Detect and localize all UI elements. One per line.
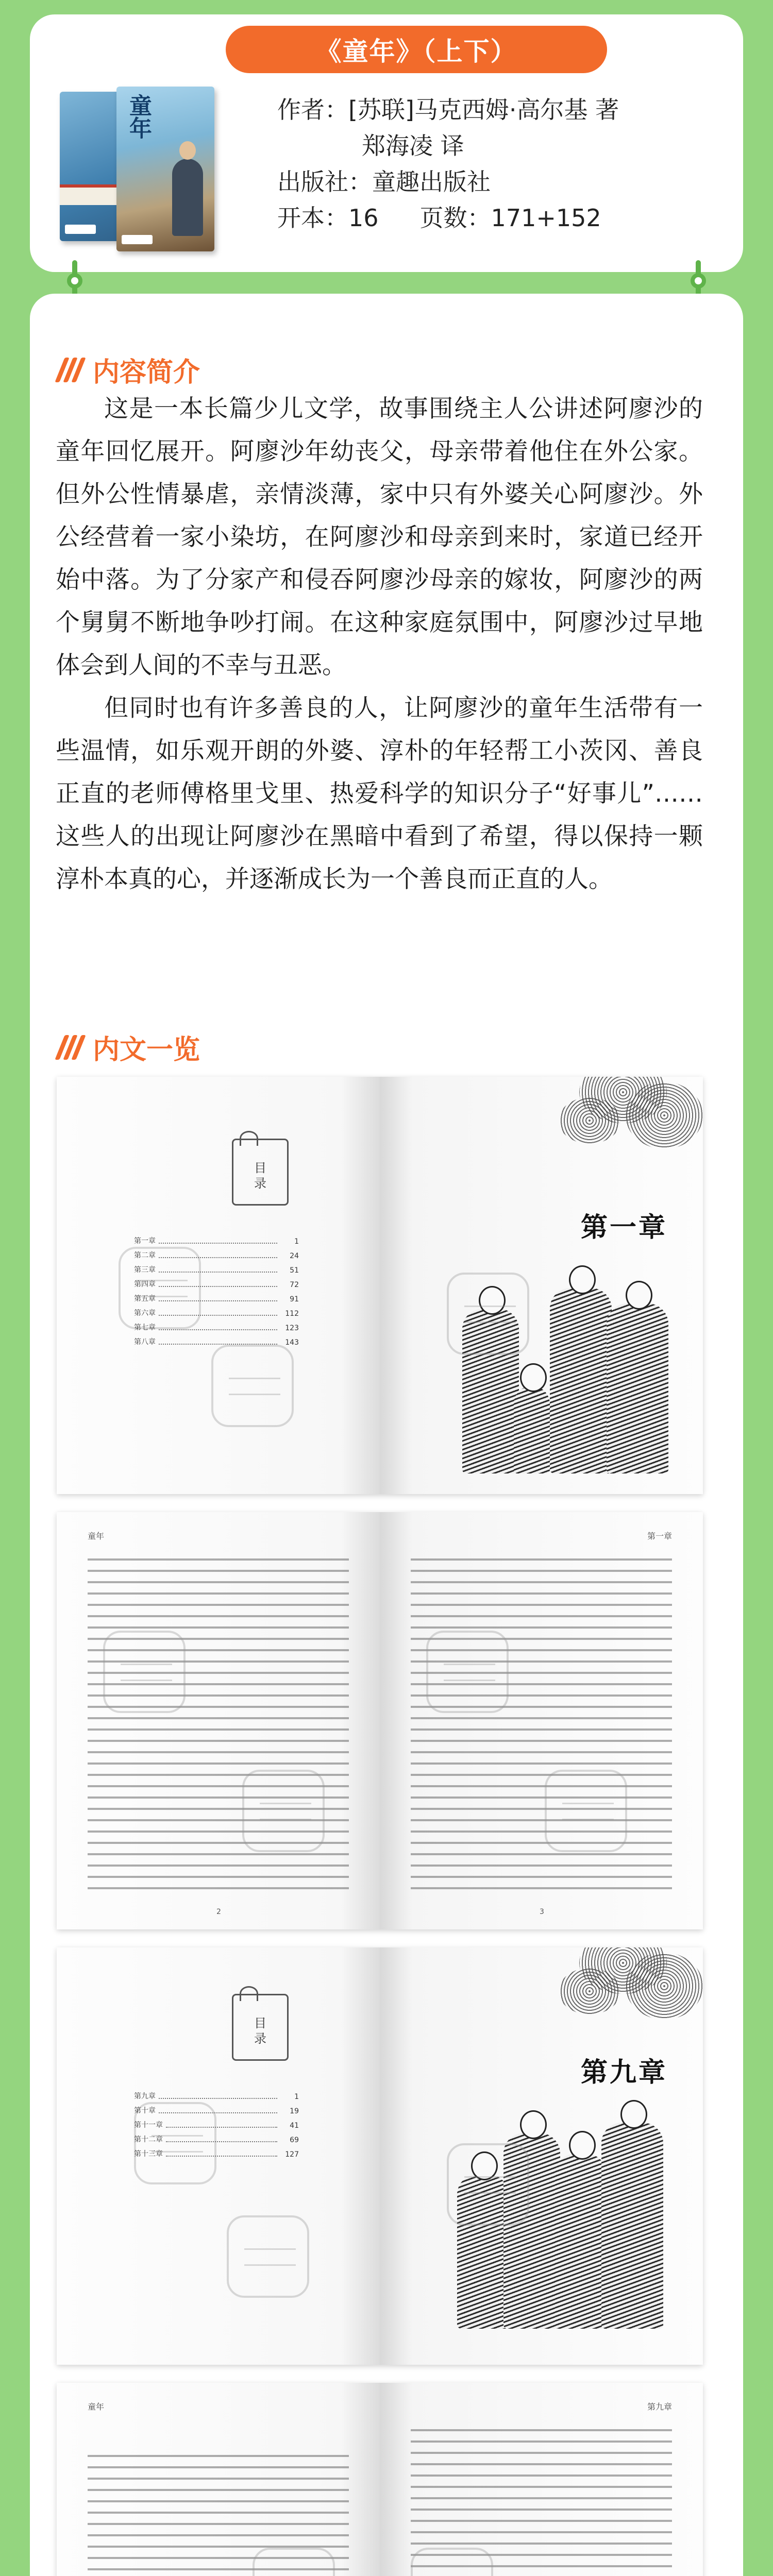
toc-entry-page: 51 [290,1266,299,1275]
toc-leader-dots [159,1344,277,1345]
toc-entry [134,1332,299,1347]
toc-page [57,1077,380,1494]
toc-entry-page: 19 [290,2107,299,2115]
format-label: 开本： [277,204,348,232]
watermark-stamp [211,1345,294,1427]
toc-entry-label: 第二章 [134,1251,156,1260]
toc-entry-label: 第七章 [134,1324,156,1332]
book-details [277,92,720,236]
toc-entry [134,1275,299,1289]
toc-entry-page: 143 [285,1338,299,1347]
text-page-right [380,2383,703,2576]
toc-entry-page: 127 [285,2150,299,2159]
toc-icon: 目录 [232,1139,289,1206]
chapter-opening-page [380,1947,703,2365]
chapter-title: 第一章 [581,1212,668,1243]
watermark-stamp [426,1631,509,1713]
toc-leader-dots [159,1272,277,1273]
preview-heading [56,1028,200,1066]
toc-entry-label: 第十章 [134,2107,156,2115]
book-cover-images [60,87,250,262]
running-head: 第九章 [647,2402,672,2412]
toc-entry-page: 112 [285,1310,299,1318]
slash-icon [56,355,86,384]
running-head: 第一章 [647,1531,672,1541]
preview-spread-text-1 [57,1512,703,1929]
tree-illustration [548,1947,703,2061]
toc-entry [134,1289,299,1303]
toc-entry-label: 第一章 [134,1237,156,1245]
toc-list [134,1231,299,1347]
connector-knob-right [691,273,706,289]
cover-title-text: 童年 [125,94,152,139]
text-page-left [57,1512,380,1929]
toc-entry-page: 41 [290,2122,299,2130]
toc-entry [134,2144,299,2159]
summary-heading [56,350,200,389]
toc-leader-dots [159,1243,277,1244]
toc-entry-label: 第六章 [134,1309,156,1317]
toc-icon: 目录 [232,1994,289,2061]
preview-spread-toc-2 [57,1947,703,2365]
toc-entry-label: 第四章 [134,1280,156,1289]
watermark-stamp [253,2548,335,2576]
toc-entry-label: 第十一章 [134,2121,163,2129]
summary-paragraph-2: 但同时也有许多善良的人，让阿廖沙的童年生活带有一些温情，如乐观开朗的外婆、淳朴的年轻帮工小茨冈、善良正直的老师傅格里戈里、热爱科学的知识分子“好事儿”……这些人的出现让阿廖沙在黑暗中看到了希望，得以保持一颗淳朴本真的心，并逐渐成长为一个善良而正直的人。 [56,694,703,893]
book-info-card [30,14,743,272]
toc-entry [134,2130,299,2144]
watermark-stamp [411,2548,493,2576]
watermark-stamp [103,1631,186,1713]
summary-paragraph-1: 这是一本长篇少儿文学，故事围绕主人公讲述阿廖沙的童年回忆展开。阿廖沙年幼丧父，母亲带着他住在外公家。但外公性情暴虐，亲情淡薄，家中只有外婆关心阿廖沙。外公经营着一家小染坊，在阿廖沙和母亲到来时，家道已经开始中落。为了分家产和侵吞阿廖沙母亲的嫁妆，阿廖沙的两个舅舅不断地争吵打闹。在这种家庭氛围中，阿廖沙过早地体会到人间的不幸与丑恶。 [56,395,703,680]
chapter-title: 第九章 [581,2057,668,2088]
toc-leader-dots [159,1257,277,1258]
toc-entry-page: 24 [290,1252,299,1260]
connector-knob-left [67,273,82,289]
toc-entry-label: 第八章 [134,1338,156,1346]
toc-leader-dots [159,2098,277,2099]
toc-list [134,2087,299,2159]
toc-entry-page: 123 [285,1324,299,1332]
author-label: 作者： [277,96,348,124]
book-title-banner: 《童年》（上下） [226,26,607,73]
toc-leader-dots [166,2156,277,2157]
tree-illustration [548,1077,703,1190]
text-page-left [57,2383,380,2576]
watermark-stamp [242,1770,325,1852]
author-row [277,92,720,128]
toc-leader-dots [166,2141,277,2142]
toc-entry [134,2101,299,2115]
toc-entry-label: 第十三章 [134,2150,163,2158]
toc-leader-dots [159,1286,277,1287]
toc-entry-label: 第五章 [134,1295,156,1303]
toc-entry-label: 第三章 [134,1266,156,1274]
running-head: 童年 [88,1531,105,1541]
toc-entry-page: 69 [290,2136,299,2144]
toc-entry-page: 72 [290,1281,299,1289]
toc-page [57,1947,380,2365]
toc-entry-page: 1 [294,1238,299,1246]
toc-entry [134,1260,299,1275]
chapter-opening-page [380,1077,703,1494]
preview-heading-text: 内文一览 [93,1035,200,1065]
toc-leader-dots [159,1300,277,1301]
format-pages-row [277,200,720,236]
publisher-label: 出版社： [277,168,372,196]
book-cover-volume-1 [116,87,214,251]
watermark-stamp [227,2215,309,2298]
toc-entry [134,1303,299,1318]
toc-entry [134,2115,299,2130]
toc-entry [134,1231,299,1246]
toc-leader-dots [159,1315,277,1316]
toc-leader-dots [159,2112,277,2113]
text-page-right [380,1512,703,1929]
toc-entry-page: 1 [294,2093,299,2101]
toc-entry [134,2087,299,2101]
summary-heading-text: 内容简介 [93,357,200,388]
watermark-stamp [447,1273,529,1355]
pages-label: 页数： [419,204,491,232]
toc-leader-dots [159,1329,277,1330]
toc-entry-page: 91 [290,1295,299,1303]
toc-entry-label: 第九章 [134,2092,156,2100]
author-value: [苏联]马克西姆·高尔基 著 [348,96,619,124]
watermark-stamp [447,2143,529,2226]
toc-leader-dots [166,2127,277,2128]
body-text-lines [411,1558,672,1893]
pages-value: 171+152 [491,204,601,232]
toc-entry [134,1318,299,1332]
page-number: 2 [216,1908,221,1916]
watermark-stamp [545,1770,627,1852]
toc-entry-label: 第十二章 [134,2136,163,2144]
running-head: 童年 [88,2402,105,2412]
translator-row [277,128,720,164]
preview-spread-toc-1 [57,1077,703,1494]
toc-entry [134,1246,299,1260]
publisher-value: 童趣出版社 [372,168,491,196]
publisher-row [277,164,720,200]
translator-value: 郑海凌 译 [362,132,464,160]
page-number: 3 [540,1908,544,1916]
preview-spread-text-2 [57,2383,703,2576]
format-value: 16 [348,204,379,232]
slash-icon [56,1033,86,1062]
